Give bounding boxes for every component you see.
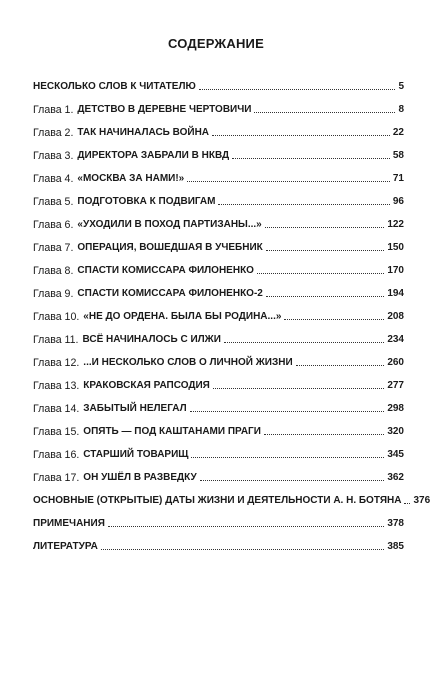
toc-entry-title: СТАРШИЙ ТОВАРИЩ (83, 449, 189, 460)
toc-page-number: 208 (387, 311, 404, 322)
toc-dot-leader (232, 158, 390, 159)
toc-chapter-number: Глава 5. (33, 196, 74, 208)
toc-dot-leader (266, 296, 384, 297)
toc-entry (33, 323, 404, 346)
toc-entry-title: КРАКОВСКАЯ РАПСОДИЯ (83, 380, 210, 391)
toc-dot-leader (213, 388, 384, 389)
toc-dot-leader (108, 526, 384, 527)
toc-page-number: 96 (392, 196, 404, 207)
toc-dot-leader (224, 342, 384, 343)
toc-dot-leader (254, 112, 395, 113)
toc-entry (33, 139, 404, 162)
toc-entry (33, 231, 404, 254)
toc-dot-leader (404, 503, 410, 504)
toc-chapter-number: Глава 17. (33, 472, 80, 484)
toc-page-number: 345 (387, 449, 404, 460)
toc-chapter-number: Глава 4. (33, 173, 74, 185)
toc-entry-title: ДЕТСТВО В ДЕРЕВНЕ ЧЕРТОВИЧИ (77, 104, 252, 115)
toc-dot-leader (212, 135, 390, 136)
toc-page-number: 277 (387, 380, 404, 391)
toc-entry-title: ОСНОВНЫЕ (ОТКРЫТЫЕ) ДАТЫ ЖИЗНИ И ДЕЯТЕЛЬНОСТИ А. Н. БОТЯНА (33, 495, 402, 506)
table-of-contents (33, 70, 431, 553)
toc-entry-title: ОН УШЁЛ В РАЗВЕДКУ (83, 472, 197, 483)
toc-entry (33, 116, 404, 139)
toc-dot-leader (190, 411, 385, 412)
toc-entry (33, 346, 404, 369)
toc-chapter-number: Глава 12. (33, 357, 80, 369)
toc-entry-title: ...И НЕСКОЛЬКО СЛОВ О ЛИЧНОЙ ЖИЗНИ (83, 357, 293, 368)
toc-entry-title: СПАСТИ КОМИССАРА ФИЛОНЕНКО-2 (77, 288, 263, 299)
toc-entry-title: СПАСТИ КОМИССАРА ФИЛОНЕНКО (77, 265, 254, 276)
toc-dot-leader (199, 89, 396, 90)
toc-chapter-number: Глава 1. (33, 104, 74, 116)
toc-entry-title: ТАК НАЧИНАЛАСЬ ВОЙНА (77, 127, 210, 138)
toc-page-number: 385 (387, 541, 404, 552)
toc-dot-leader (265, 227, 385, 228)
toc-entry-title: ЗАБЫТЫЙ НЕЛЕГАЛ (83, 403, 187, 414)
toc-entry (33, 392, 404, 415)
toc-page-number: 150 (387, 242, 404, 253)
toc-entry-title: «НЕ ДО ОРДЕНА. БЫЛА БЫ РОДИНА...» (83, 311, 282, 322)
toc-chapter-number: Глава 11. (33, 334, 79, 346)
toc-entry-title: ВСЁ НАЧИНАЛОСЬ С ИЛЖИ (82, 334, 221, 345)
toc-page-number: 5 (398, 81, 404, 92)
toc-entry (33, 438, 404, 461)
toc-chapter-number: Глава 15. (33, 426, 80, 438)
toc-dot-leader (191, 457, 384, 458)
toc-entry (33, 93, 404, 116)
toc-entry-title: ОПЕРАЦИЯ, ВОШЕДШАЯ В УЧЕБНИК (77, 242, 263, 253)
toc-page-number: 298 (387, 403, 404, 414)
toc-entry (33, 369, 404, 392)
toc-page-number: 58 (392, 150, 404, 161)
toc-entry (33, 530, 404, 553)
toc-entry-title: ПОДГОТОВКА К ПОДВИГАМ (77, 196, 216, 207)
toc-chapter-number: Глава 10. (33, 311, 80, 323)
toc-chapter-number: Глава 14. (33, 403, 80, 415)
toc-dot-leader (264, 434, 384, 435)
toc-dot-leader (296, 365, 385, 366)
toc-entry (33, 461, 404, 484)
toc-entry-title: ОПЯТЬ — ПОД КАШТАНАМИ ПРАГИ (83, 426, 261, 437)
toc-dot-leader (284, 319, 384, 320)
toc-entry-title: «УХОДИЛИ В ПОХОД ПАРТИЗАНЫ...» (77, 219, 262, 230)
toc-entry (33, 254, 404, 277)
toc-entry (33, 185, 404, 208)
toc-page-number: 378 (387, 518, 404, 529)
toc-entry (33, 484, 431, 507)
toc-page-number: 260 (387, 357, 404, 368)
toc-entry (33, 162, 404, 185)
toc-entry-title: «МОСКВА ЗА НАМИ!» (77, 173, 185, 184)
page-title: СОДЕРЖАНИЕ (168, 36, 264, 51)
toc-dot-leader (266, 250, 385, 251)
toc-page-number: 122 (387, 219, 404, 230)
toc-page-number: 170 (387, 265, 404, 276)
toc-entry (33, 415, 404, 438)
toc-entry-title: НЕСКОЛЬКО СЛОВ К ЧИТАТЕЛЮ (33, 81, 196, 92)
toc-page-number: 8 (398, 104, 404, 115)
toc-dot-leader (200, 480, 385, 481)
toc-chapter-number: Глава 13. (33, 380, 80, 392)
toc-entry (33, 507, 404, 530)
toc-chapter-number: Глава 6. (33, 219, 74, 231)
toc-page-number: 320 (387, 426, 404, 437)
toc-chapter-number: Глава 9. (33, 288, 74, 300)
toc-page-number: 362 (387, 472, 404, 483)
toc-chapter-number: Глава 8. (33, 265, 74, 277)
toc-chapter-number: Глава 3. (33, 150, 74, 162)
toc-entry-title: ДИРЕКТОРА ЗАБРАЛИ В НКВД (77, 150, 230, 161)
toc-page-number: 234 (387, 334, 404, 345)
toc-dot-leader (218, 204, 389, 205)
toc-entry-title: ПРИМЕЧАНИЯ (33, 518, 105, 529)
toc-entry (33, 70, 404, 93)
toc-entry (33, 300, 404, 323)
toc-page-number: 194 (387, 288, 404, 299)
toc-dot-leader (101, 549, 384, 550)
toc-entry-title: ЛИТЕРАТУРА (33, 541, 98, 552)
toc-dot-leader (187, 181, 390, 182)
toc-page-number: 71 (392, 173, 404, 184)
toc-page-number: 22 (392, 127, 404, 138)
toc-entry (33, 277, 404, 300)
toc-chapter-number: Глава 7. (33, 242, 74, 254)
toc-chapter-number: Глава 16. (33, 449, 80, 461)
toc-chapter-number: Глава 2. (33, 127, 74, 139)
toc-entry (33, 208, 404, 231)
toc-page-number: 376 (413, 495, 431, 506)
toc-dot-leader (257, 273, 384, 274)
